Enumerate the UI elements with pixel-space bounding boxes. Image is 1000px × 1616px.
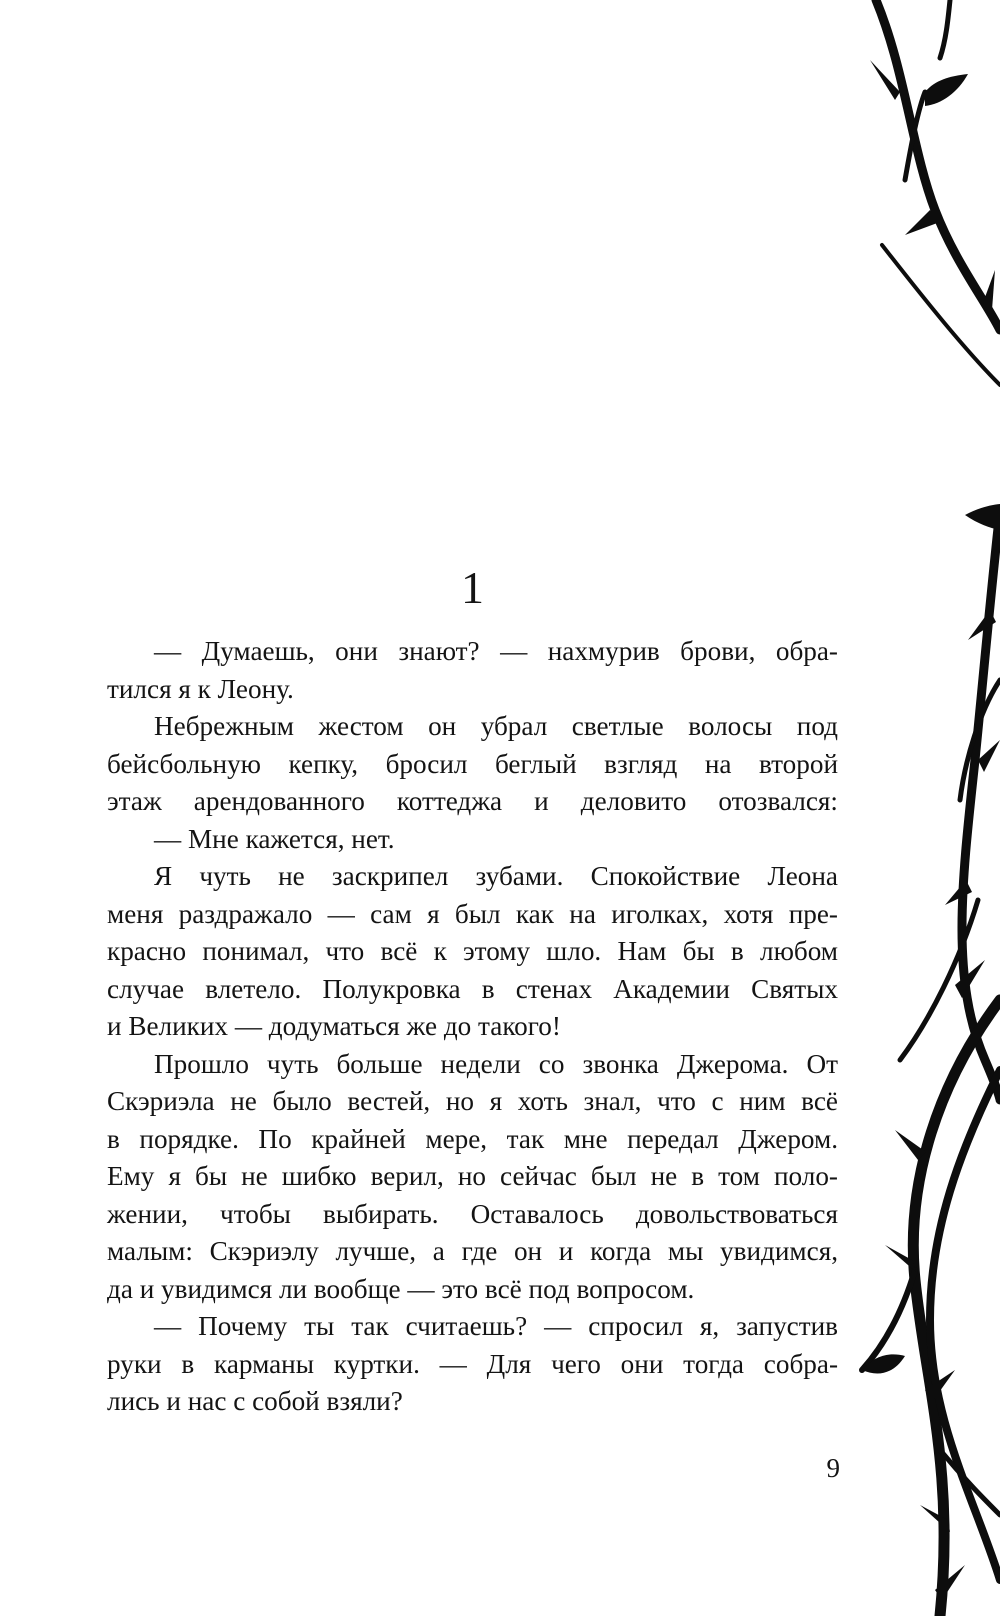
- text-line: Прошло чуть больше недели со звонка Джерома. От: [154, 1048, 838, 1079]
- text-line: — Мне кажется, нет.: [154, 823, 395, 854]
- text-line: в порядке. По крайней мере, так мне передал Джером.: [107, 1123, 838, 1154]
- text-line: да и увидимся ли вообще — это всё под вопросом.: [107, 1273, 695, 1304]
- text-line: Небрежным жестом он убрал светлые волосы под: [154, 711, 838, 741]
- text-line: Ему я бы не шибко верил, но сейчас был не в том поло-: [107, 1161, 838, 1191]
- text-line: — Почему ты так считаешь? — спросил я, запустив: [154, 1311, 838, 1341]
- text-line: красно понимал, что всё к этому шло. Нам бы в любом: [107, 936, 838, 966]
- body-text: [107, 633, 838, 1421]
- text-line: — Думаешь, они знают? — нахмурив брови, обра-: [154, 636, 838, 666]
- text-line: меня раздражало — сам я был как на иголках, хотя пре-: [107, 898, 838, 929]
- text-line: малым: Скэриэлу лучше, а где он и когда мы увидимся,: [107, 1236, 838, 1266]
- text-line: этаж арендованного коттеджа и деловито отозвался:: [107, 786, 838, 816]
- chapter-number: 1: [461, 562, 484, 613]
- text-line: бейсбольную кепку, бросил беглый взгляд на второй: [107, 748, 838, 779]
- page-number: 9: [826, 1453, 840, 1483]
- text-line: Я чуть не заскрипел зубами. Спокойствие Леона: [154, 861, 838, 891]
- text-line: случае влетело. Полукровка в стенах Академии Святых: [107, 973, 838, 1004]
- text-line: руки в карманы куртки. — Для чего они тогда собра-: [107, 1348, 838, 1379]
- text-line: и Великих — додуматься же до такого!: [107, 1011, 561, 1041]
- text-line: Скэриэла не было вестей, но я хоть знал, что с ним всё: [107, 1086, 838, 1116]
- text-line: жении, чтобы выбирать. Оставалось довольствоваться: [107, 1198, 838, 1229]
- text-line: тился я к Леону.: [107, 673, 294, 704]
- text-line: лись и нас с собой взяли?: [107, 1386, 403, 1416]
